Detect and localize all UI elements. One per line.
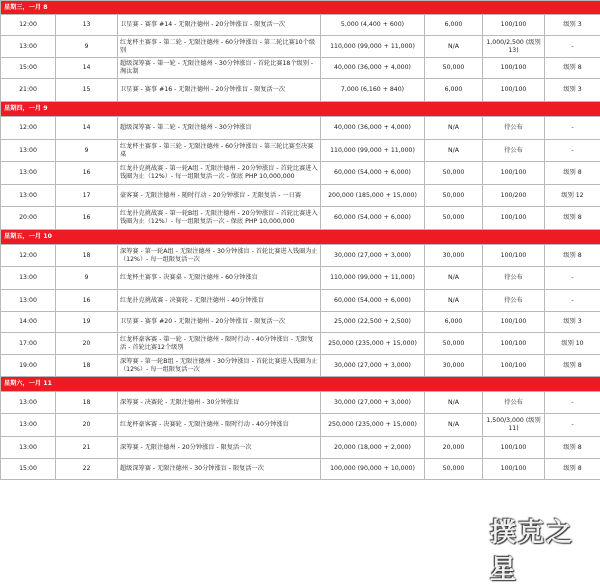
buy-in-cell: 250,000 (235,000 + 15,000) (321, 333, 425, 355)
table-row (1, 162, 600, 185)
buy-in-cell: 30,000 (27,000 + 3,000) (321, 392, 425, 414)
late-reg-level-cell: 级别 12 (545, 185, 600, 207)
buy-in-cell: 250,000 (235,000 + 15,000) (321, 414, 425, 437)
starting-stack-cell: 6,000 (425, 312, 483, 333)
blinds-cell: 100/100 (483, 245, 545, 267)
time-cell: 12:00 (1, 15, 56, 36)
blinds-cell: 待公布 (483, 267, 545, 290)
event-name-cell: 红龙扑克挑战赛 - 决赛轮 - 无限注德州 - 40分钟涨盲 (118, 290, 321, 312)
event-name-cell: 超级深筹赛 - 第二轮 - 无限注德州 - 30分钟涨盲 (118, 117, 321, 140)
blinds-cell: 100/100 (483, 207, 545, 230)
event-name-cell: 红龙杯主赛事 - 第二轮 - 无限注德州 - 60分钟涨盲 - 第二轮比赛10个级别 (118, 36, 321, 58)
buy-in-cell: 60,000 (54,000 + 6,000) (321, 162, 425, 185)
starting-stack-cell: N/A (425, 140, 483, 162)
event-name-cell: 超级深筹赛 - 第一轮 - 无限注德州 - 30分钟涨盲 - 首轮比赛18个级别 - 淘汰制 (118, 58, 321, 79)
event-number-cell: 16 (56, 162, 118, 185)
event-number-cell: 20 (56, 414, 118, 437)
time-cell: 13:00 (1, 140, 56, 162)
time-cell: 15:00 (1, 58, 56, 79)
table-row (1, 117, 600, 140)
table-row (1, 290, 600, 312)
time-cell: 12:00 (1, 245, 56, 267)
buy-in-cell: 25,000 (22,500 + 2,500) (321, 312, 425, 333)
blinds-cell: 100/100 (483, 79, 545, 102)
day-header: 星期三，一月 8 (1, 1, 600, 15)
starting-stack-cell: N/A (425, 392, 483, 414)
table-row (1, 437, 600, 459)
blinds-cell: 100/100 (483, 437, 545, 459)
time-cell: 13:00 (1, 290, 56, 312)
buy-in-cell: 30,000 (27,000 + 3,000) (321, 245, 425, 267)
time-cell: 13:00 (1, 185, 56, 207)
starting-stack-cell: 50,000 (425, 162, 483, 185)
late-reg-level-cell: 级别 8 (545, 162, 600, 185)
event-name-cell: 红龙杯豪客赛 - 决赛轮 - 无限注德州 - 限时行动 - 40分钟涨盲 (118, 414, 321, 437)
blinds-cell: 待公布 (483, 392, 545, 414)
buy-in-cell: 30,000 (27,000 + 3,000) (321, 355, 425, 377)
event-name-cell: 红龙杯主赛事 - 决赛桌 - 无限注德州 - 60分钟涨盲 (118, 267, 321, 290)
starting-stack-cell: 50,000 (425, 207, 483, 230)
event-number-cell: 17 (56, 185, 118, 207)
event-number-cell: 20 (56, 333, 118, 355)
buy-in-cell: 200,000 (185,000 + 15,000) (321, 185, 425, 207)
event-name-cell: 红龙杯豪客赛 - 第一轮 - 无限注德州 - 限时行动 - 40分钟涨盲 - 无限复活 - 首轮比赛12个级别 (118, 333, 321, 355)
table-row (1, 140, 600, 162)
blinds-cell: 100/100 (483, 459, 545, 480)
event-name-cell: 深筹赛 - 决赛轮 - 无限注德州 - 30分钟涨盲 (118, 392, 321, 414)
event-name-cell: 卫星赛 - 赛事 #14 - 无限注德州 - 20分钟涨盲 - 限复活一次 (118, 15, 321, 36)
event-number-cell: 19 (56, 312, 118, 333)
starting-stack-cell: 50,000 (425, 459, 483, 480)
buy-in-cell: 110,000 (99,000 + 11,000) (321, 36, 425, 58)
blinds-cell: 1,000/2,500 (级别 13) (483, 36, 545, 58)
late-reg-level-cell: 级别 3 (545, 79, 600, 102)
event-number-cell: 9 (56, 36, 118, 58)
starting-stack-cell: N/A (425, 267, 483, 290)
event-name-cell: 深筹赛 - 无限注德州 - 20分钟涨盲 - 限复活一次 (118, 437, 321, 459)
day-header-row (1, 377, 600, 392)
table-row (1, 459, 600, 480)
day-header-row (1, 230, 600, 245)
buy-in-cell: 7,000 (6,160 + 840) (321, 79, 425, 102)
event-number-cell: 15 (56, 79, 118, 102)
blinds-cell: 100/100 (483, 15, 545, 36)
buy-in-cell: 60,000 (54,000 + 6,000) (321, 290, 425, 312)
time-cell: 13:00 (1, 267, 56, 290)
event-name-cell: 红龙扑克挑战赛 - 第一轮B组 - 无限注德州 - 20分钟涨盲 - 首轮比赛进入钱圈为止（12%）- 每一组限复活一次 - 保底 PHP 10,000,000 (118, 207, 321, 230)
blinds-cell: 待公布 (483, 117, 545, 140)
event-number-cell: 14 (56, 117, 118, 140)
table-row (1, 58, 600, 79)
time-cell: 15:00 (1, 459, 56, 480)
event-name-cell: 深筹赛 - 第一轮B组 - 无限注德州 - 30分钟涨盲 - 首轮比赛进入钱圈为止（12%）- 每一组限复活一次 (118, 355, 321, 377)
buy-in-cell: 5,000 (4,400 + 600) (321, 15, 425, 36)
blinds-cell: 待公布 (483, 140, 545, 162)
time-cell: 14:00 (1, 312, 56, 333)
starting-stack-cell: 20,000 (425, 437, 483, 459)
watermark-logo (490, 529, 594, 569)
late-reg-level-cell: 级别 10 (545, 333, 600, 355)
event-name-cell: 卫星赛 - 赛事 #20 - 无限注德州 - 20分钟涨盲 - 限复活一次 (118, 312, 321, 333)
starting-stack-cell: N/A (425, 290, 483, 312)
blinds-cell: 1,500/3,000 (级别 11) (483, 414, 545, 437)
day-header-row (1, 102, 600, 117)
buy-in-cell: 40,000 (36,000 + 4,000) (321, 117, 425, 140)
time-cell: 13:00 (1, 437, 56, 459)
starting-stack-cell: 30,000 (425, 245, 483, 267)
event-number-cell: 21 (56, 437, 118, 459)
table-row (1, 15, 600, 36)
blinds-cell: 100/100 (483, 355, 545, 377)
day-header: 星期五，一月 10 (1, 230, 600, 245)
day-header-row (1, 1, 600, 15)
event-name-cell: 超级深筹赛 - 无限注德州 - 30分钟涨盲 - 限复活一次 (118, 459, 321, 480)
late-reg-level-cell: 级别 8 (545, 58, 600, 79)
event-name-cell: 红龙扑克挑战赛 - 第一轮A组 - 无限注德州 - 20分钟涨盲 - 首轮比赛进入钱圈为止（12%）- 每一组限复活一次 - 保底 PHP 10,000,000 (118, 162, 321, 185)
starting-stack-cell: 6,000 (425, 79, 483, 102)
late-reg-level-cell: - (545, 414, 600, 437)
table-row (1, 392, 600, 414)
starting-stack-cell: 50,000 (425, 333, 483, 355)
watermark-text: 撲克之星 (490, 512, 594, 586)
buy-in-cell: 110,000 (99,000 + 11,000) (321, 267, 425, 290)
time-cell: 13:00 (1, 392, 56, 414)
time-cell: 17:00 (1, 333, 56, 355)
event-number-cell: 18 (56, 245, 118, 267)
time-cell: 20:00 (1, 207, 56, 230)
table-row (1, 185, 600, 207)
starting-stack-cell: N/A (425, 414, 483, 437)
late-reg-level-cell: - (545, 36, 600, 58)
late-reg-level-cell: 级别 3 (545, 15, 600, 36)
table-row (1, 245, 600, 267)
late-reg-level-cell: - (545, 290, 600, 312)
buy-in-cell: 20,000 (18,000 + 2,000) (321, 437, 425, 459)
blinds-cell: 100/200 (483, 185, 545, 207)
late-reg-level-cell: 级别 8 (545, 437, 600, 459)
late-reg-level-cell: - (545, 267, 600, 290)
event-number-cell: 22 (56, 459, 118, 480)
time-cell: 19:00 (1, 355, 56, 377)
event-number-cell: 18 (56, 392, 118, 414)
late-reg-level-cell: 级别 3 (545, 312, 600, 333)
late-reg-level-cell: 级别 8 (545, 355, 600, 377)
starting-stack-cell: N/A (425, 117, 483, 140)
event-number-cell: 16 (56, 207, 118, 230)
blinds-cell: 100/100 (483, 333, 545, 355)
buy-in-cell: 100,000 (90,000 + 10,000) (321, 459, 425, 480)
day-header: 星期六，一月 11 (1, 377, 600, 392)
blinds-cell: 100/100 (483, 312, 545, 333)
starting-stack-cell: 50,000 (425, 185, 483, 207)
late-reg-level-cell: 级别 8 (545, 245, 600, 267)
event-number-cell: 9 (56, 140, 118, 162)
event-number-cell: 13 (56, 15, 118, 36)
time-cell: 12:00 (1, 117, 56, 140)
event-number-cell: 9 (56, 267, 118, 290)
buy-in-cell: 60,000 (54,000 + 6,000) (321, 207, 425, 230)
event-name-cell: 豪客赛 - 无限注德州 - 随时行动 - 20分钟涨盲 - 无限复活 - 一日赛 (118, 185, 321, 207)
blinds-cell: 100/100 (483, 58, 545, 79)
table-row (1, 267, 600, 290)
late-reg-level-cell: 级别 8 (545, 207, 600, 230)
buy-in-cell: 110,000 (99,000 + 11,000) (321, 140, 425, 162)
late-reg-level-cell: 级别 8 (545, 459, 600, 480)
late-reg-level-cell: - (545, 392, 600, 414)
event-name-cell: 红龙杯主赛事 - 第三轮 - 无限注德州 - 60分钟涨盲 - 第三轮比赛至决赛桌 (118, 140, 321, 162)
table-row (1, 36, 600, 58)
blinds-cell: 100/100 (483, 162, 545, 185)
time-cell: 13:00 (1, 414, 56, 437)
table-row (1, 312, 600, 333)
starting-stack-cell: 50,000 (425, 58, 483, 79)
table-row (1, 355, 600, 377)
event-number-cell: 18 (56, 355, 118, 377)
table-row (1, 414, 600, 437)
time-cell: 13:00 (1, 162, 56, 185)
buy-in-cell: 40,000 (36,000 + 4,000) (321, 58, 425, 79)
time-cell: 13:00 (1, 36, 56, 58)
event-number-cell: 14 (56, 58, 118, 79)
time-cell: 21:00 (1, 79, 56, 102)
event-number-cell: 16 (56, 290, 118, 312)
day-header: 星期四，一月 9 (1, 102, 600, 117)
starting-stack-cell: 6,000 (425, 15, 483, 36)
event-name-cell: 深筹赛 - 第一轮A组 - 无限注德州 - 30分钟涨盲 - 首轮比赛进入钱圈为止（12%）- 每一组限复活一次 (118, 245, 321, 267)
table-row (1, 79, 600, 102)
late-reg-level-cell: - (545, 117, 600, 140)
starting-stack-cell: 30,000 (425, 355, 483, 377)
table-row (1, 207, 600, 230)
event-name-cell: 卫星赛 - 赛事 #16 - 无限注德州 - 20分钟涨盲 - 限复活一次 (118, 79, 321, 102)
late-reg-level-cell: - (545, 140, 600, 162)
table-row (1, 333, 600, 355)
blinds-cell: 待公布 (483, 290, 545, 312)
starting-stack-cell: N/A (425, 36, 483, 58)
